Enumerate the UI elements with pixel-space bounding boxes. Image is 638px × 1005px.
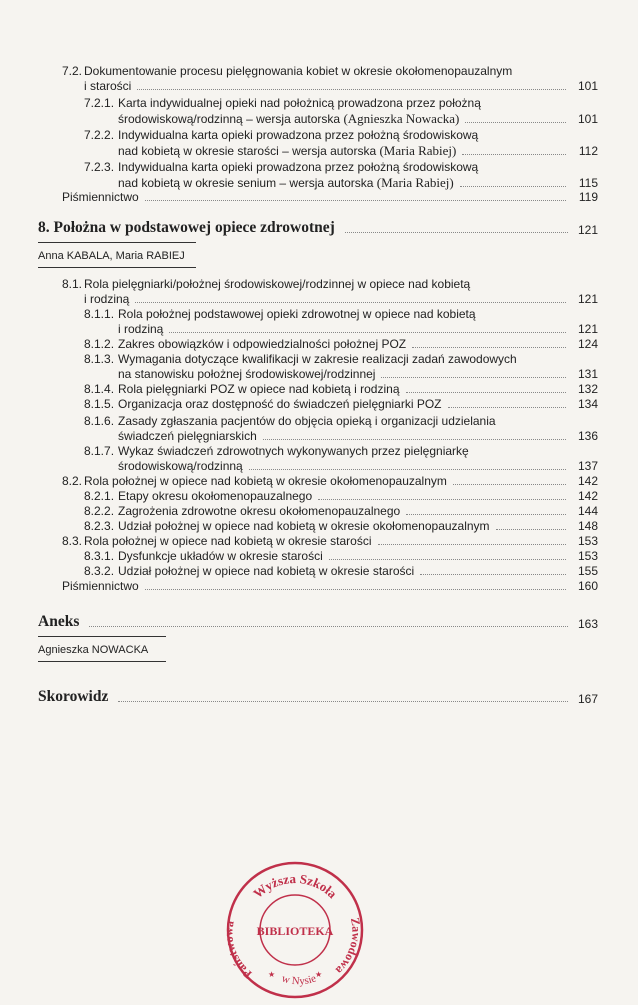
toc-entry-8-1-3[interactable]: na stanowisku położnej środowiskowej/rodzinnej 131 — [118, 367, 598, 381]
toc-entry-8-3-2[interactable]: 8.3.2. Udział położnej w opiece nad kobietą w okresie starości 155 — [84, 564, 598, 578]
toc-entry-8-2-3[interactable]: 8.2.3. Udział położnej w opiece nad kobietą w okresie okołomenopauzalnym 148 — [84, 519, 598, 533]
aneks-rule-bottom — [38, 661, 166, 662]
aneks-authors: Agnieszka NOWACKA — [38, 644, 149, 656]
toc-8-1-3-line1: 8.1.3. Wymagania dotyczące kwalifikacji w zakresie realizacji zadań zawodowych — [84, 352, 517, 366]
chapter-8-authors: Anna KABALA, Maria RABIEJ — [38, 250, 185, 262]
stamp-star-right-icon: ★ — [315, 970, 323, 979]
stamp-star-left-icon: ★ — [268, 970, 276, 979]
toc-entry-8-1-4[interactable]: 8.1.4. Rola pielęgniarki POZ w opiece nad kobietą i rodziną 132 — [84, 382, 598, 396]
toc-aneks[interactable]: Aneks 163 — [38, 613, 598, 631]
toc-entry-8-3-1[interactable]: 8.3.1. Dysfunkcje układów w okresie starości 153 — [84, 549, 598, 563]
chapter-8-rule-bottom — [38, 267, 196, 268]
toc-8-1-6-line1: 8.1.6. Zasady zgłaszania pacjentów do objęcia opieką i organizacji udzielania — [84, 414, 496, 428]
toc-entry-8-1-2[interactable]: 8.1.2. Zakres obowiązków i odpowiedzialności położnej POZ 124 — [84, 337, 598, 351]
toc-entry-8-2-2[interactable]: 8.2.2. Zagrożenia zdrowotne okresu okołomenopauzalnego 144 — [84, 504, 598, 518]
aneks-rule — [38, 636, 166, 637]
toc-entry-8-1-5[interactable]: 8.1.5. Organizacja oraz dostępność do świadczeń pielęgniarki POZ 134 — [84, 397, 598, 411]
toc-8-1-1-line1: 8.1.1. Rola położnej podstawowej opieki zdrowotnej w opiece nad kobietą — [84, 307, 476, 321]
toc-entry-bibliography-8[interactable]: Piśmiennictwo 160 — [62, 579, 598, 593]
toc-entry-7-2-2[interactable]: nad kobietą w okresie starości – wersja autorska (Maria Rabiej) 112 — [118, 143, 598, 158]
toc-entry-8-1-7[interactable]: środowiskową/rodzinną 137 — [118, 459, 598, 473]
toc-7-2-3-line1: 7.2.3. Indywidualna karta opieki prowadzona przez położną środowiskową — [84, 160, 479, 174]
toc-entry-8-1-6[interactable]: świadczeń pielęgniarskich 136 — [118, 429, 598, 443]
toc-entry-8-3[interactable]: 8.3. Rola położnej w opiece nad kobietą w okresie starości 153 — [62, 534, 598, 548]
toc-entry-7-2-3[interactable]: nad kobietą w okresie senium – wersja autorska (Maria Rabiej) 115 — [118, 175, 598, 190]
toc-entry-7-2[interactable]: i starości 101 — [84, 79, 598, 93]
toc-entry-8-2[interactable]: 8.2. Rola położnej w opiece nad kobietą w okresie okołomenopauzalnym 142 — [62, 474, 598, 488]
toc-entry-7-2-1[interactable]: środowiskową/rodzinną – wersja autorska (Agnieszka Nowacka) 101 — [118, 111, 598, 126]
toc-chapter-8[interactable]: 8. Położna w podstawowej opiece zdrowotnej 121 — [38, 219, 598, 237]
toc-entry-8-2-1[interactable]: 8.2.1. Etapy okresu okołomenopauzalnego 142 — [84, 489, 598, 503]
stamp-top-text: Wyższa Szkoła — [250, 870, 341, 902]
stamp-left-text: Państwowa — [221, 919, 255, 982]
toc-8-1-line1: 8.1. Rola pielęgniarki/położnej środowiskowej/rodzinnej w opiece nad kobietą — [62, 277, 471, 291]
toc-entry-8-1-1[interactable]: i rodziną 121 — [118, 322, 598, 336]
stamp-center-text: BIBLIOTEKA — [256, 924, 334, 938]
chapter-8-rule — [38, 242, 196, 243]
toc-8-1-7-line1: 8.1.7. Wykaz świadczeń zdrowotnych wykonywanych przez pielęgniarkę — [84, 444, 469, 458]
stamp-right-text: Zawodowa — [332, 916, 364, 978]
toc-7-2-line1: 7.2. Dokumentowanie procesu pielęgnowania kobiet w okresie okołomenopauzalnym — [62, 64, 513, 78]
toc-entry-bibliography-7[interactable]: Piśmiennictwo 119 — [62, 190, 598, 204]
toc-7-2-1-line1: 7.2.1. Karta indywidualnej opieki nad położnicą prowadzona przez położną — [84, 96, 481, 110]
stamp-bottom-text: w Nysie — [280, 972, 318, 988]
toc-skorowidz[interactable]: Skorowidz 167 — [38, 688, 598, 706]
toc-entry-8-1[interactable]: i rodziną 121 — [84, 292, 598, 306]
toc-7-2-2-line1: 7.2.2. Indywidualna karta opieki prowadzona przez położną środowiskową — [84, 128, 479, 142]
library-stamp — [220, 855, 370, 1005]
